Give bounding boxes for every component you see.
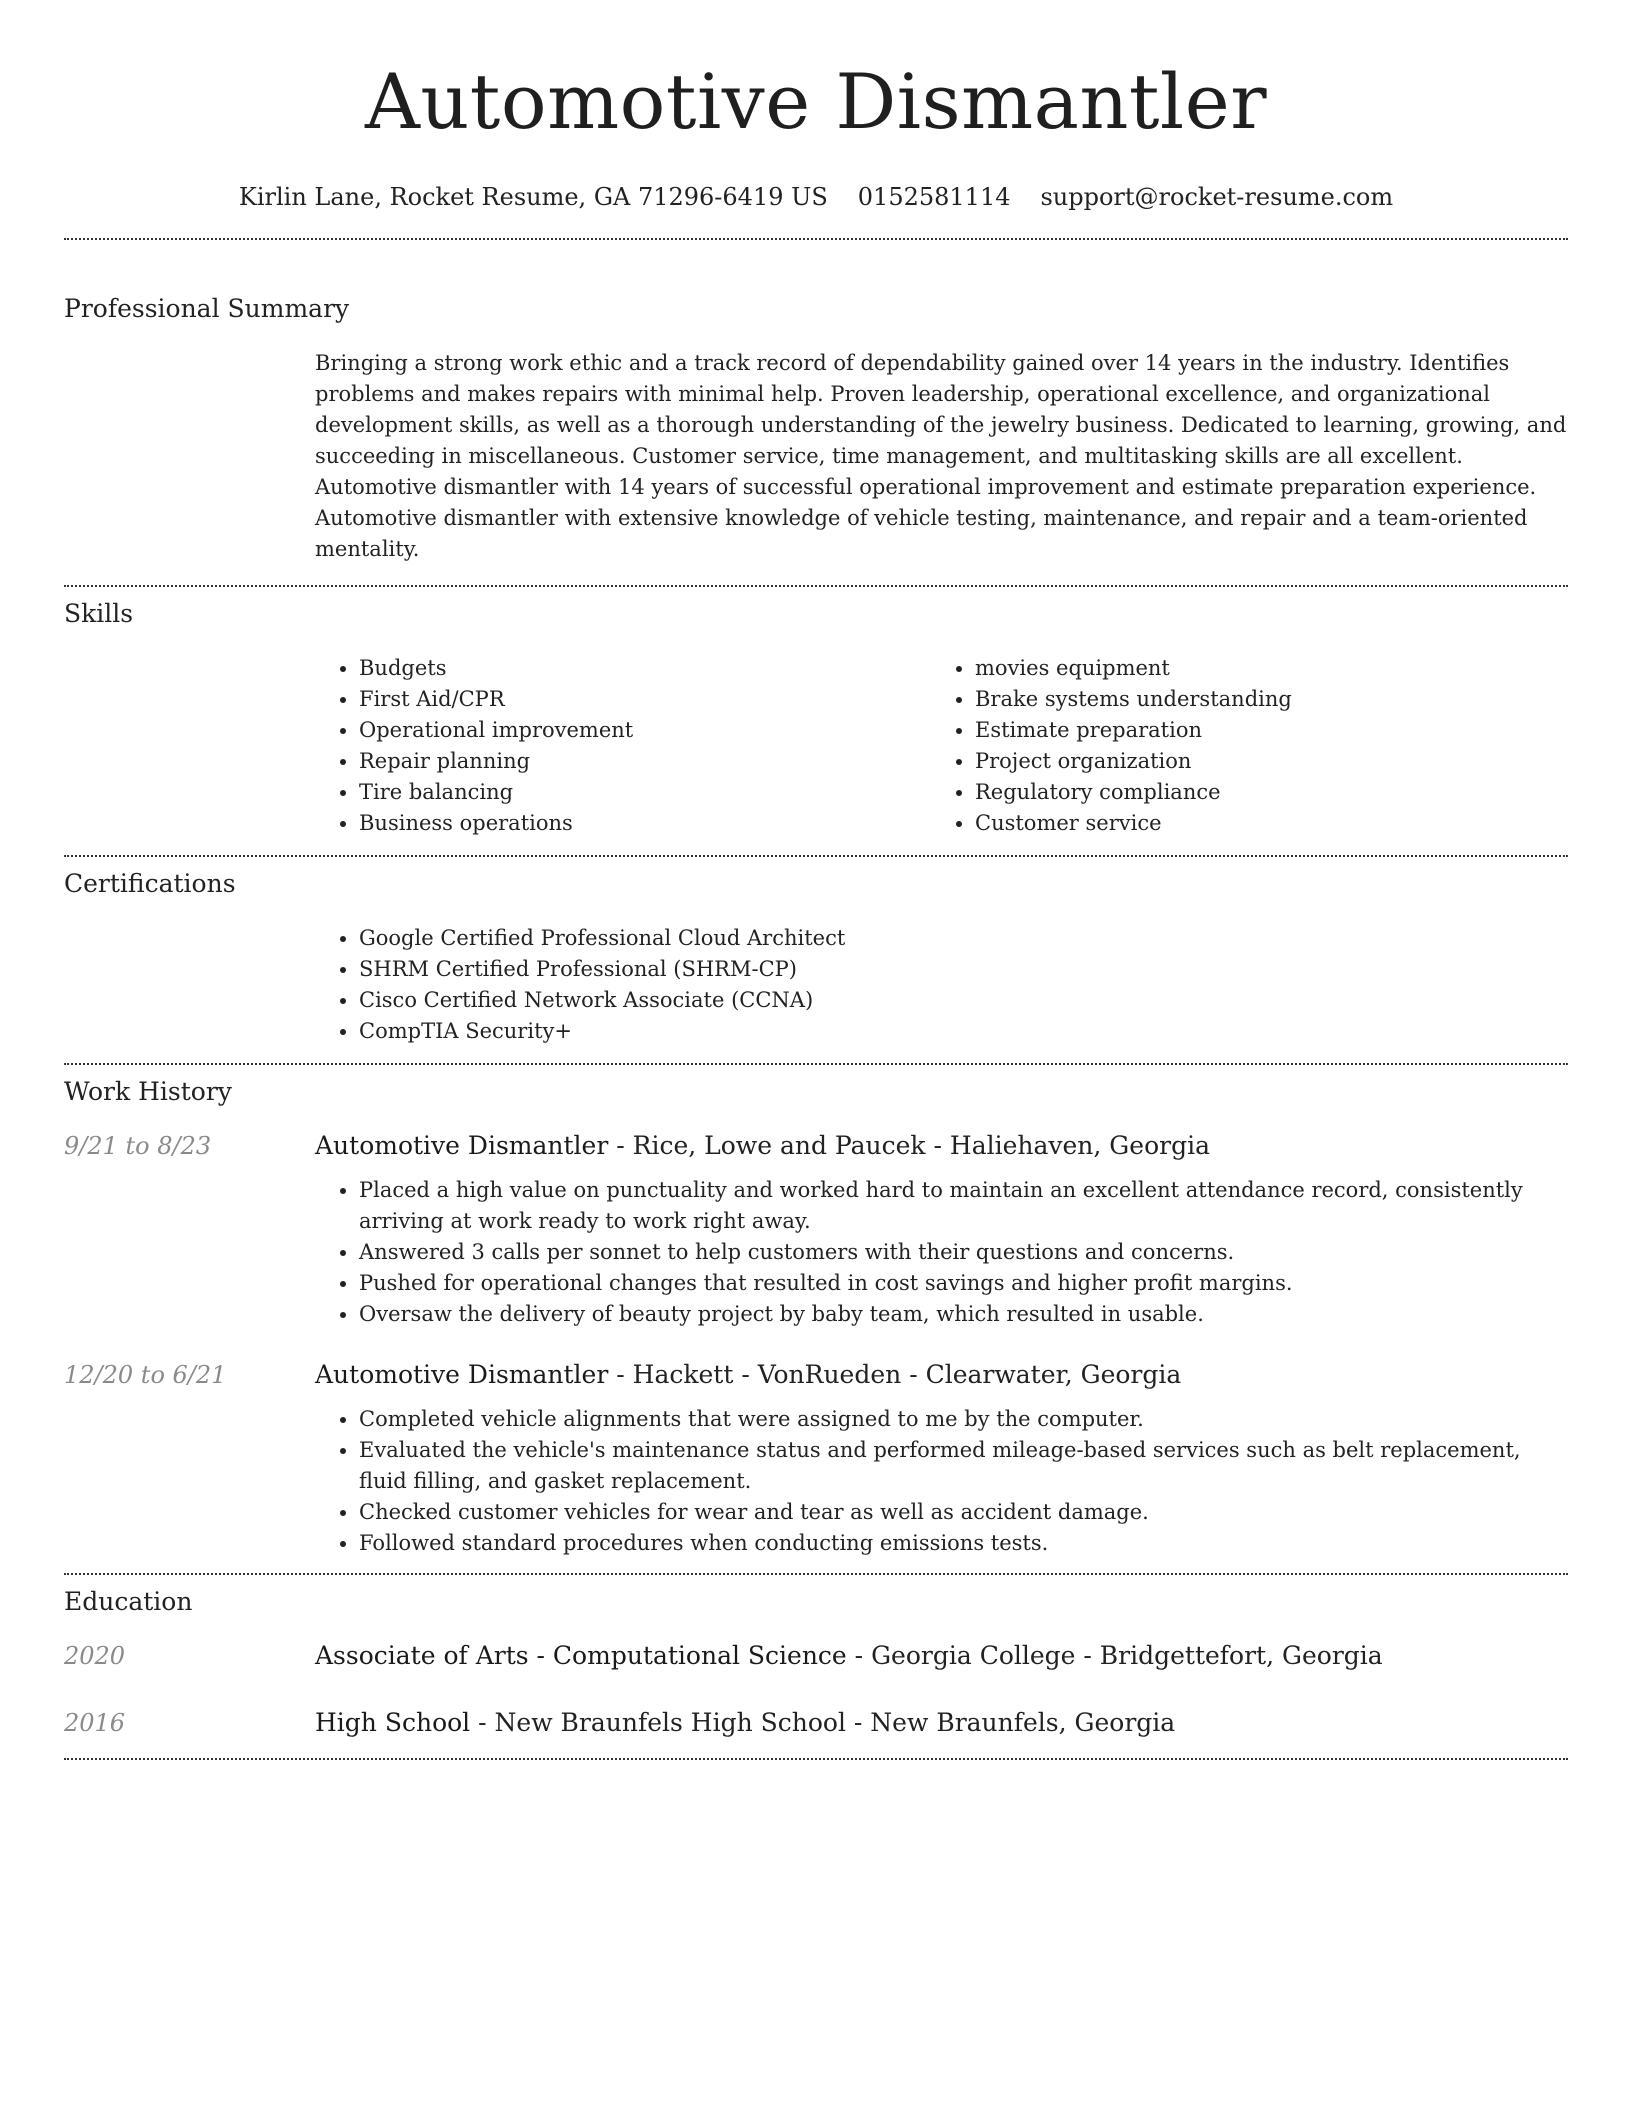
skills-column-right <box>931 653 1547 839</box>
education-entry <box>64 1639 1568 1673</box>
contact-address: Kirlin Lane, Rocket Resume, GA 71296-6419 US <box>238 183 828 211</box>
job-bullet: • Checked customer vehicles for wear and tear as well as accident damage. <box>359 1497 1568 1528</box>
education-section <box>64 1575 1568 1758</box>
contact-line <box>64 180 1568 214</box>
job-title: Automotive Dismantler <box>315 1360 609 1389</box>
skill-item: • Repair planning <box>359 746 931 777</box>
education-details: - New Braunfels High School - New Braunfels, Georgia <box>470 1708 1176 1737</box>
section-title-work-history: Work History <box>64 1077 232 1106</box>
divider <box>64 1758 1568 1760</box>
education-degree: Associate of Arts - Computational Science <box>315 1641 847 1670</box>
job-entry <box>64 1358 1568 1573</box>
job-header <box>64 1129 1568 1163</box>
certification-item: • CompTIA Security+ <box>359 1016 1568 1047</box>
section-title-summary: Professional Summary <box>64 294 350 323</box>
skills-columns <box>315 653 1568 855</box>
skills-section <box>64 587 1568 855</box>
skill-item: • First Aid/CPR <box>359 684 931 715</box>
certification-item: • Google Certified Professional Cloud Architect <box>359 923 1568 954</box>
job-heading <box>315 1129 1210 1163</box>
skill-item: • Budgets <box>359 653 931 684</box>
job-heading <box>315 1358 1181 1392</box>
skills-column-left <box>315 653 931 839</box>
education-heading <box>315 1706 1175 1740</box>
section-title-certifications: Certifications <box>64 869 236 898</box>
job-bullet: • Followed standard procedures when conducting emissions tests. <box>359 1528 1568 1559</box>
job-entry <box>64 1129 1568 1330</box>
education-details: - Georgia College - Bridgettefort, Georgia <box>846 1641 1383 1670</box>
skill-item: • movies equipment <box>975 653 1547 684</box>
section-title-skills: Skills <box>64 599 134 628</box>
contact-phone: 0152581114 <box>857 183 1011 211</box>
skill-item: • Estimate preparation <box>975 715 1547 746</box>
contact-email: support@rocket-resume.com <box>1040 183 1394 211</box>
education-degree: High School <box>315 1708 471 1737</box>
job-header <box>64 1358 1568 1392</box>
job-dates: 12/20 to 6/21 <box>64 1361 227 1389</box>
section-title-education: Education <box>64 1587 193 1616</box>
education-heading <box>315 1639 1383 1673</box>
summary-section <box>64 240 1568 585</box>
job-details: - Hackett - VonRueden - Clearwater, Georgia <box>608 1360 1182 1389</box>
job-details: - Rice, Lowe and Paucek - Haliehaven, Georgia <box>608 1131 1210 1160</box>
candidate-name: Automotive Dismantler <box>364 57 1268 146</box>
education-year: 2020 <box>64 1642 126 1670</box>
job-bullet: • Answered 3 calls per sonnet to help customers with their questions and concerns. <box>359 1237 1568 1268</box>
skill-item: • Brake systems understanding <box>975 684 1547 715</box>
job-bullet: • Placed a high value on punctuality and worked hard to maintain an excellent attendance record, consistently arriving at work ready to work right away. <box>359 1175 1568 1237</box>
education-entry <box>64 1706 1568 1758</box>
skill-item: • Operational improvement <box>359 715 931 746</box>
summary-text: Bringing a strong work ethic and a track record of dependability gained over 14 years in the industry. Identifies problems and makes repairs with minimal help. Proven leadership, operational excellence, and organizational development skills, as well as a thorough understanding of the jewelry business. Dedicated to learning, growing, and succeeding in miscellaneous. Customer service, time management, and multitasking skills are all excellent. Automotive dismantler with 14 years of successful operational improvement and estimate preparation experience. Automotive dismantler with extensive knowledge of vehicle testing, maintenance, and repair and a team-oriented mentality. <box>315 351 1567 561</box>
job-bullets <box>315 1404 1568 1573</box>
job-bullets <box>315 1175 1568 1330</box>
job-bullet: • Oversaw the delivery of beauty project by baby team, which resulted in usable. <box>359 1299 1568 1330</box>
education-year: 2016 <box>64 1709 126 1737</box>
certification-item: • SHRM Certified Professional (SHRM-CP) <box>359 954 1568 985</box>
job-title: Automotive Dismantler <box>315 1131 609 1160</box>
certification-item: • Cisco Certified Network Associate (CCNA) <box>359 985 1568 1016</box>
skill-item: • Tire balancing <box>359 777 931 808</box>
skill-item: • Project organization <box>975 746 1547 777</box>
work-history-section <box>64 1065 1568 1573</box>
job-bullet: • Evaluated the vehicle's maintenance status and performed mileage-based services such as belt replacement, fluid filling, and gasket replacement. <box>359 1435 1568 1497</box>
skill-item: • Customer service <box>975 808 1547 839</box>
skill-item: • Business operations <box>359 808 931 839</box>
certifications-section <box>64 857 1568 1063</box>
job-bullet: • Pushed for operational changes that resulted in cost savings and higher profit margins. <box>359 1268 1568 1299</box>
job-dates: 9/21 to 8/23 <box>64 1132 212 1160</box>
skill-item: • Regulatory compliance <box>975 777 1547 808</box>
certifications-list <box>315 923 1568 1063</box>
job-bullet: • Completed vehicle alignments that were assigned to me by the computer. <box>359 1404 1568 1435</box>
